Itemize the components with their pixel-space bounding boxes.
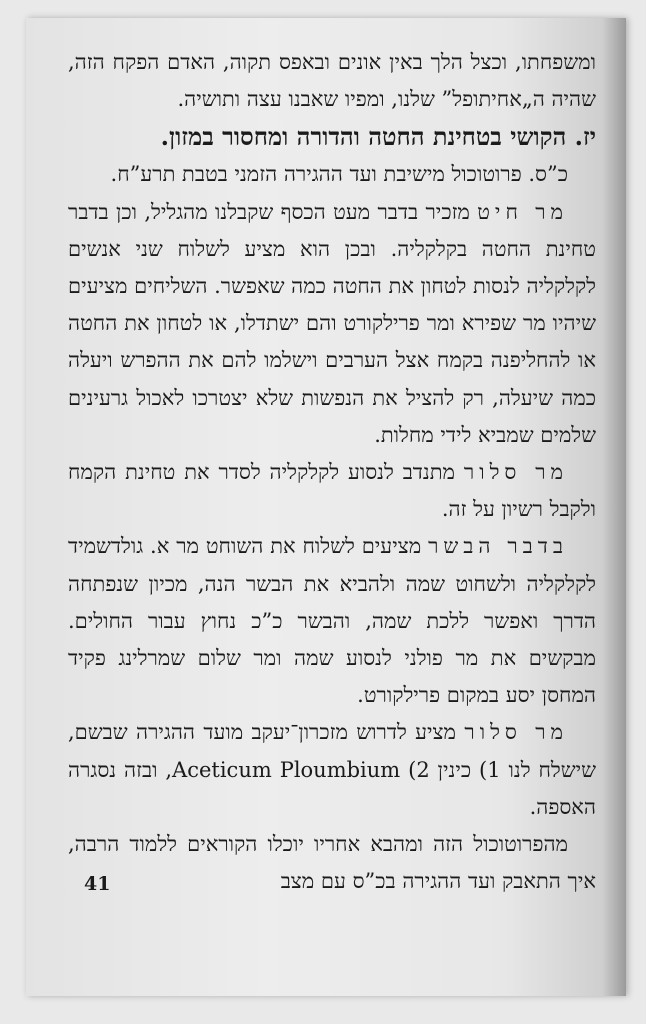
paragraph-6 bbox=[68, 714, 596, 826]
paragraph-6-end: , ובזה נסגרה האספה. bbox=[68, 757, 596, 819]
speaker-name: מר חיט bbox=[477, 199, 568, 224]
speaker-name: מר סלור bbox=[463, 460, 568, 485]
paragraph-4-text: מתנדב לנסוע לקלקליה לסדר את טחינת הקמח ולקבל רשיון על זה. bbox=[68, 460, 596, 522]
latin-term-1: Ploumbium bbox=[279, 757, 401, 782]
page-text bbox=[68, 44, 596, 900]
latin-term-2: Aceticum bbox=[172, 757, 272, 782]
paragraph-7: מהפרוטוכול הזה ומהבא אחריו יוכלו הקוראים ללמוד הרבה, איך התאבק ועד ההגירה בכ”ס עם מצב bbox=[68, 832, 596, 894]
paragraph-3 bbox=[68, 194, 596, 454]
paragraph-3-text: מזכיר בדבר מעט הכסף שקבלנו מהגליל, וכן בדבר טחינת החטה בקלקליה. ובכן הוא מציע לשלוח שני אנשים לקלקליה לנסות לטחון את החטה כמה שאפשר. השליחים מציעים שיהיו מר שפירא ומר פרילקורט והם ישתדלו, או לטחון את החטה או להחליפנה בקמח אצל הערבים וישלמו להם את ההפרש ויעלה כמה שיעלה, רק להציל את הנפשות שלא יצטרכו לאכול גרעינים שלמים שמביא לידי מחלות. bbox=[68, 199, 596, 447]
book-page bbox=[26, 18, 626, 996]
paragraph-5-text: מציעים לשלוח את השוחט מר א. גולדשמיד לקלקליה ולשחוט שמה ולהביא את הבשר הנה, מכיון שנפתחה הדרך ואפשר ללכת שמה, והבשר כ”כ נחוץ עבור החולים. מבקשים את מר פולני לנסוע שמה ומר שלום שמרלינג פקיד המחסן יסע במקום פרילקורט. bbox=[68, 534, 596, 708]
paragraph-4 bbox=[68, 454, 596, 528]
page-number: 41 bbox=[84, 873, 111, 895]
paragraph-6-text: מציע לדרוש מזכרון־יעקב מועד ההגירה שבשם, שישלח לנו 1) כינין 2) bbox=[68, 720, 596, 782]
paragraph-1: ומשפחתו, וכצל הלך באין אונים ובאפס תקוה, האדם הפקח הזה, שהיה ה„אחיתופל” שלנו, ומפיו שאבנו עצה ותושיה. bbox=[68, 50, 596, 112]
paragraph-2: כ”ס. פרוטוכול מישיבת ועד ההגירה הזמני בטבת תרע”ח. bbox=[110, 162, 568, 187]
paragraph-5 bbox=[68, 528, 596, 714]
section-heading: יז. הקושי בטחינת החטה והדורה ומחסור במזון. bbox=[160, 122, 596, 152]
speaker-name: מר סלור bbox=[464, 720, 568, 745]
topic-label: בדבר הבשר bbox=[428, 534, 568, 559]
